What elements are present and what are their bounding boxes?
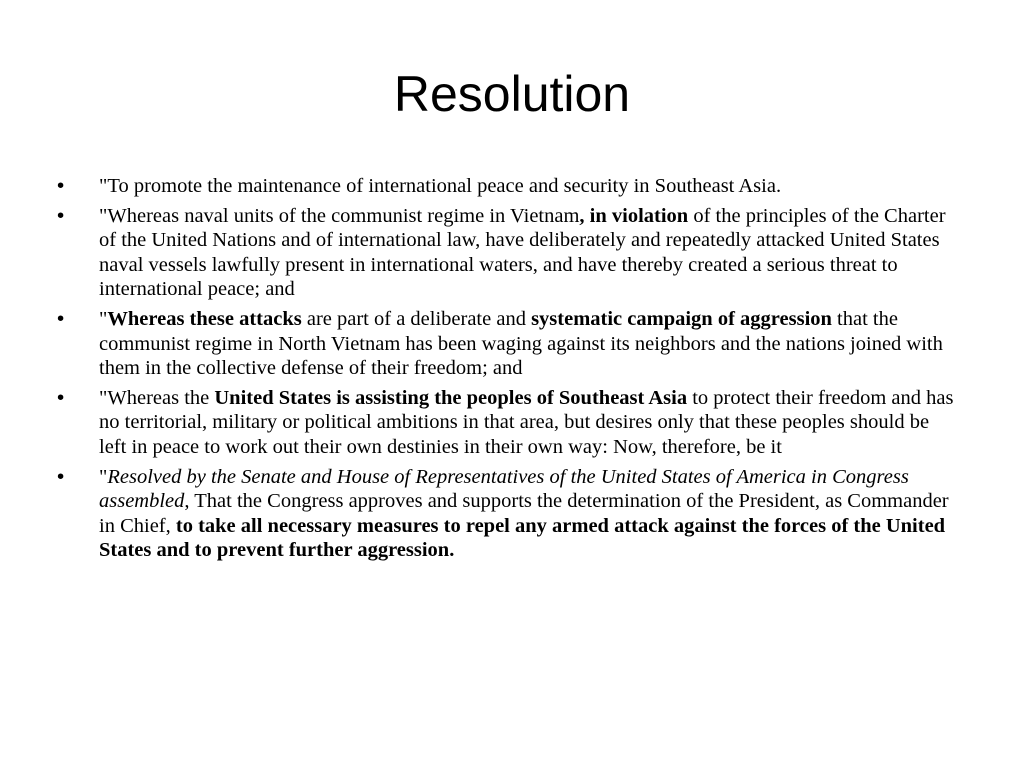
bullet-marker: •: [57, 306, 65, 330]
text-segment: are part of a deliberate and: [301, 307, 532, 330]
bullet-marker: •: [57, 203, 65, 227]
text-segment: ": [99, 465, 108, 488]
bullet-item: [57, 307, 961, 381]
text-segment: "To promote the maintenance of international peace and security in Southeast Asia.: [99, 175, 782, 197]
text-segment: of the principles of the Charter of the United Nations and of international law, have deliberately and repeatedly attacked United States naval vessels lawfully present in international waters, and have thereby created a serious threat to international peace; and: [99, 204, 946, 301]
bullet-marker: •: [57, 464, 65, 488]
bold-text-segment: Whereas these attacks: [107, 307, 302, 330]
bullet-marker: •: [57, 174, 65, 197]
bullet-list: [57, 174, 961, 568]
bullet-text: [99, 205, 946, 301]
bold-text-segment: systematic campaign of aggression: [531, 307, 832, 330]
text-segment: "Whereas naval units of the communist regime in Vietnam: [99, 204, 580, 227]
bullet-text: [99, 466, 949, 562]
bullet-item: [57, 204, 961, 302]
text-segment: to protect their freedom and has no territorial, military or political ambitions in that area, but desires only that these peoples should be left in peace to work out their own destinies in their own way: Now, therefore, be it: [99, 386, 954, 458]
slide-title: Resolution: [393, 66, 631, 122]
bullet-text: [99, 308, 943, 379]
bold-text-segment: United States is assisting the peoples of Southeast Asia: [214, 386, 688, 409]
bullet-text: [99, 175, 781, 197]
bold-text-segment: to take all necessary measures to repel any armed attack against the forces of the United States and to prevent further aggression.: [99, 514, 946, 562]
bold-text-segment: , in violation: [579, 204, 689, 227]
text-segment: , That the Congress approves and supports the determination of the President, as Commander in Chief,: [99, 490, 949, 537]
bullet-text: [99, 387, 953, 458]
bullet-item: [57, 386, 961, 460]
italic-text-segment: Resolved by the Senate and House of Representatives of the United States of America in Congress assembled: [99, 465, 909, 513]
bullet-item: [57, 465, 961, 563]
bullet-marker: •: [57, 385, 65, 409]
text-segment: that the communist regime in North Vietnam has been waging against its neighbors and the nations joined with them in the collective defense of their freedom; and: [99, 307, 943, 380]
bullet-item: [57, 174, 961, 199]
text-segment: ": [99, 307, 108, 330]
text-segment: "Whereas the: [99, 386, 215, 409]
